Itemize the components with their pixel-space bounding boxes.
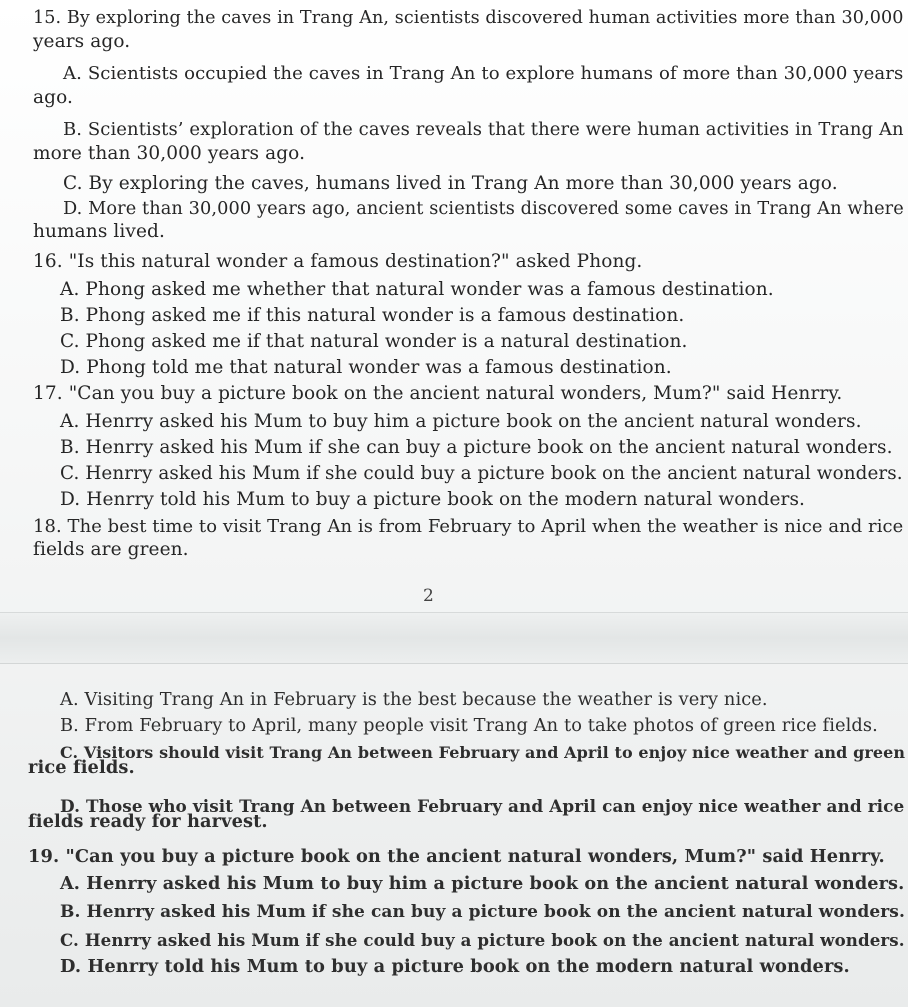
q18-option-d-line2: fields ready for harvest.: [28, 811, 268, 832]
q15-option-b-line1: B. Scientists’ exploration of the caves reveals that there were human activities in Trang An: [63, 119, 904, 140]
q19-stem: 19. "Can you buy a picture book on the ancient natural wonders, Mum?" said Henrry.: [28, 846, 885, 867]
q19-option-d: D. Henrry told his Mum to buy a picture book on the modern natural wonders.: [60, 956, 850, 977]
q18-option-c-line1: C. Visitors should visit Trang An between February and April to enjoy nice weather and green: [60, 743, 906, 762]
q15-option-b-line2: more than 30,000 years ago.: [33, 143, 306, 164]
q19-option-a: A. Henrry asked his Mum to buy him a picture book on the ancient natural wonders.: [60, 873, 905, 894]
page-number: 2: [423, 586, 434, 606]
q16-option-d: D. Phong told me that natural wonder was a famous destination.: [60, 357, 672, 378]
q18-stem-line1: 18. The best time to visit Trang An is from February to April when the weather is nice and rice: [33, 516, 904, 537]
q17-option-c: C. Henrry asked his Mum if she could buy a picture book on the ancient natural wonders.: [60, 463, 903, 484]
q17-option-a: A. Henrry asked his Mum to buy him a picture book on the ancient natural wonders.: [60, 411, 862, 432]
q16-stem: 16. "Is this natural wonder a famous destination?" asked Phong.: [33, 251, 643, 272]
q15-option-d-line2: humans lived.: [33, 221, 165, 242]
q17-option-d: D. Henrry told his Mum to buy a picture book on the modern natural wonders.: [60, 489, 806, 510]
q19-option-b: B. Henrry asked his Mum if she can buy a picture book on the ancient natural wonders.: [60, 902, 905, 922]
q15-option-a-line1: A. Scientists occupied the caves in Trang An to explore humans of more than 30,000 years: [63, 63, 904, 84]
q17-stem: 17. "Can you buy a picture book on the ancient natural wonders, Mum?" said Henrry.: [33, 383, 843, 404]
q15-stem-line2: years ago.: [33, 31, 131, 52]
q17-option-b: B. Henrry asked his Mum if she can buy a picture book on the ancient natural wonders.: [60, 437, 893, 458]
q15-option-d-line1: D. More than 30,000 years ago, ancient scientists discovered some caves in Trang An where: [63, 199, 904, 219]
q15-option-c: C. By exploring the caves, humans lived in Trang An more than 30,000 years ago.: [63, 173, 838, 194]
q18-option-c-line2: rice fields.: [28, 757, 135, 778]
q15-stem-line1: 15. By exploring the caves in Trang An, scientists discovered human activities more than 30,000: [33, 8, 904, 28]
q18-option-b: B. From February to April, many people visit Trang An to take photos of green rice fields.: [60, 715, 878, 736]
q18-stem-line2: fields are green.: [33, 539, 189, 560]
q16-option-c: C. Phong asked me if that natural wonder is a natural destination.: [60, 331, 688, 352]
q19-option-c: C. Henrry asked his Mum if she could buy a picture book on the ancient natural wonders.: [60, 930, 905, 950]
q15-option-a-line2: ago.: [33, 87, 73, 108]
page-break: [0, 612, 908, 664]
q18-option-a: A. Visiting Trang An in February is the best because the weather is very nice.: [60, 689, 768, 710]
q18-option-d-line1: D. Those who visit Trang An between February and April can enjoy nice weather and rice: [60, 796, 905, 816]
q16-option-b: B. Phong asked me if this natural wonder is a famous destination.: [60, 305, 685, 326]
q16-option-a: A. Phong asked me whether that natural wonder was a famous destination.: [60, 279, 774, 300]
